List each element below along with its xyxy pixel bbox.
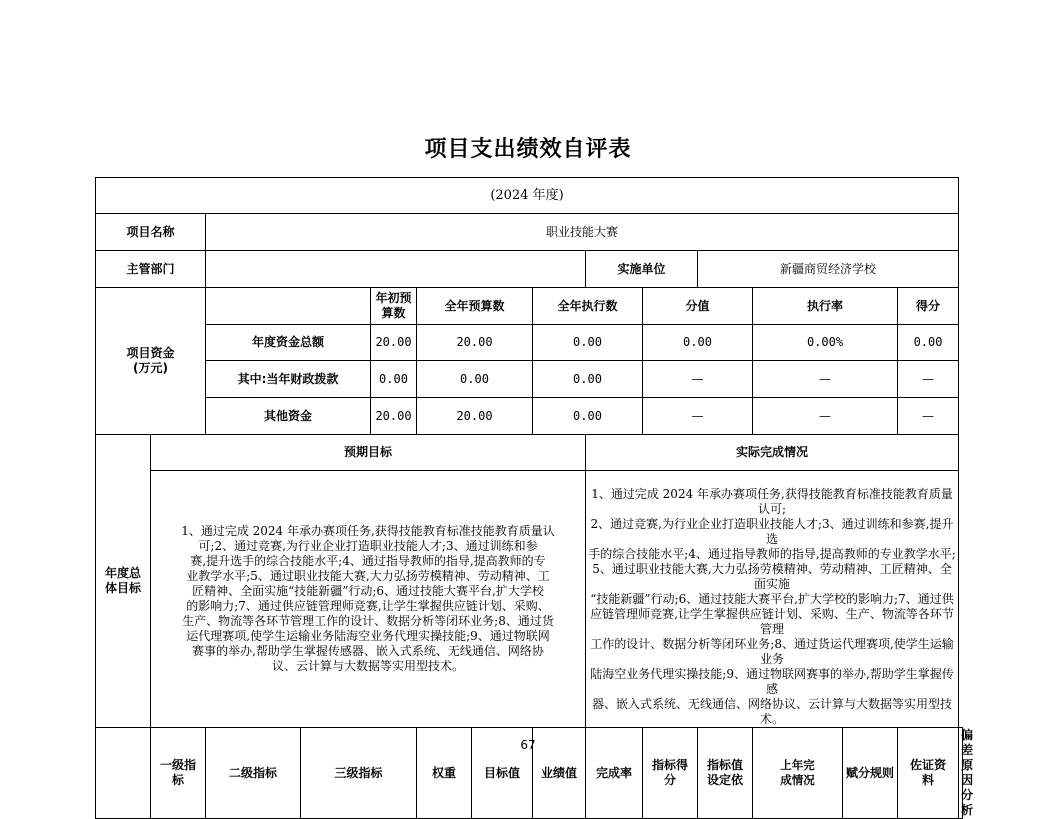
fund-row-exec-rate: — — [753, 361, 898, 398]
funds-label — [96, 288, 206, 435]
fund-row-executed: 0.00 — [533, 325, 643, 361]
actual-line: 5、通过职业技能大赛,大力弘扬劳模精神、劳动精神、工匠精神、全面实施 — [592, 562, 952, 591]
initial-budget-header — [371, 288, 417, 325]
fund-row-annual: 0.00 — [417, 361, 533, 398]
actual-line: 工作的设计、数据分析等闭环业务;8、通过货运代理赛项,使学生运输业务 — [590, 637, 954, 666]
project-name-value: 职业技能大赛 — [206, 214, 959, 251]
basis-line2: 设定依 — [706, 773, 743, 787]
expected-line: 业教学水平;5、通过职业技能大赛,大力弘扬劳模精神、劳动精神、工 — [186, 569, 550, 583]
expected-line: 赛事的举办,帮助学生掌握传感器、嵌入式系统、无线通信、网络协 — [192, 644, 544, 658]
performance-evaluation-table — [95, 177, 974, 819]
project-name-row — [96, 214, 963, 251]
weight-header: 权重 — [417, 728, 472, 819]
goals-label-line2: 体目标 — [104, 581, 141, 595]
funds-header-row — [96, 288, 963, 325]
basis-line1: 指标值 — [706, 758, 743, 772]
goals-header-row — [96, 435, 963, 471]
unit-value: 新疆商贸经济学校 — [698, 251, 959, 288]
fund-row-score-value: — — [643, 361, 753, 398]
deviation-line1: 偏差原 — [961, 728, 974, 772]
fund-row-name: 其中:当年财政拨款 — [206, 361, 371, 398]
actual-completion-text — [586, 471, 959, 728]
score-value-header: 分值 — [643, 288, 753, 325]
last-year-line1: 上年完 — [780, 758, 815, 772]
department-value — [206, 251, 586, 288]
funds-label-line2: (万元) — [133, 361, 168, 375]
department-label: 主管部门 — [96, 251, 206, 288]
actual-line: 手的综合技能水平;4、通过指导教师的指导,提高教师的专业教学水平; — [588, 547, 956, 561]
expected-line: 议、云计算与大数据等实用型技术。 — [271, 659, 464, 673]
goals-content-row — [96, 471, 963, 728]
fund-row-initial: 20.00 — [371, 398, 417, 435]
evidence-line1: 佐证资 — [910, 758, 947, 772]
page-number: 67 — [520, 738, 536, 752]
year-row — [96, 178, 963, 214]
expected-line: 1、通过完成 2024 年承办赛项任务,获得技能教育标准技能教育质量认 — [181, 524, 555, 538]
expected-line: 运代理赛项,使学生运输业务陆海空业务代理实操技能;9、通过物联网 — [186, 629, 550, 643]
fund-row-score-value: 0.00 — [643, 325, 753, 361]
fund-row-score-value: — — [643, 398, 753, 435]
fund-row-executed: 0.00 — [533, 398, 643, 435]
fund-row-annual: 20.00 — [417, 325, 533, 361]
fund-row-initial: 0.00 — [371, 361, 417, 398]
fund-row-initial: 20.00 — [371, 325, 417, 361]
expected-line: 匠精神、全面实施“技能新疆”行动;6、通过技能大赛平台,扩大学校 — [192, 584, 544, 598]
target-value-header: 目标值 — [472, 728, 533, 819]
funds-label-line1: 项目资金 — [126, 346, 175, 360]
goals-label-line1: 年度总 — [104, 566, 141, 580]
actual-value-header: 业绩值 — [533, 728, 586, 819]
page-title: 项目支出绩效自评表 — [424, 137, 632, 162]
fund-row-name: 年度资金总额 — [206, 325, 371, 361]
initial-budget-header-line1: 年初预 — [375, 291, 412, 305]
evidence-line2: 料 — [922, 773, 935, 787]
actual-line: 2、通过竞赛,为行业企业打造职业技能人才;3、通过训练和参赛,提升选 — [590, 517, 954, 546]
executed-header: 全年执行数 — [533, 288, 643, 325]
funds-row-fiscal — [96, 361, 963, 398]
expected-line: 的影响力;7、通过供应链管理师竞赛,让学生掌握供应链计划、采购、 — [186, 599, 550, 613]
expected-line: 可;2、通过竞赛,为行业企业打造职业技能人才;3、通过训练和参 — [198, 539, 538, 553]
score-header: 得分 — [898, 288, 959, 325]
fund-row-name: 其他资金 — [206, 398, 371, 435]
scoring-rules-header: 赋分规则 — [843, 728, 898, 819]
project-name-label: 项目名称 — [96, 214, 206, 251]
fund-row-exec-rate: — — [753, 398, 898, 435]
expected-goals-header: 预期目标 — [151, 435, 586, 471]
indicator-score-line2: 分 — [663, 773, 676, 787]
level1-header-line1: 一级指 — [159, 758, 196, 772]
unit-label: 实施单位 — [586, 251, 698, 288]
completion-rate-header: 完成率 — [586, 728, 643, 819]
actual-completion-header: 实际完成情况 — [586, 435, 959, 471]
exec-rate-header: 执行率 — [753, 288, 898, 325]
actual-line: 1、通过完成 2024 年承办赛项任务,获得技能教育标准技能教育质量认可; — [591, 487, 953, 516]
actual-line: 器、嵌入式系统、无线通信、网络协议、云计算与大数据等实用型技术。 — [592, 697, 953, 726]
fund-row-annual: 20.00 — [417, 398, 533, 435]
indicator-score-line1: 指标得 — [651, 758, 688, 772]
level2-indicator-header: 二级指标 — [206, 728, 301, 819]
expected-line: 生产、物流等各环节管理工作的设计、数据分析等闭环业务;8、通过货 — [182, 614, 554, 628]
annual-budget-header: 全年预算数 — [417, 288, 533, 325]
year-cell: (2024 年度) — [96, 178, 959, 214]
initial-budget-header-line2: 算数 — [381, 306, 406, 320]
expected-goals-text — [151, 471, 586, 728]
fund-row-score: — — [898, 398, 959, 435]
department-row — [96, 251, 963, 288]
funds-row-other — [96, 398, 963, 435]
deviation-line2: 因分析 — [961, 773, 974, 817]
fund-row-exec-rate: 0.00% — [753, 325, 898, 361]
expected-line: 赛,提升选手的综合技能水平;4、通过指导教师的指导,提高教师的专 — [190, 554, 546, 568]
fund-row-score: — — [898, 361, 959, 398]
actual-line: 陆海空业务代理实操技能;9、通过物联网赛事的举办,帮助学生掌握传感 — [590, 667, 954, 696]
funds-row-total — [96, 325, 963, 361]
funds-blank-header — [206, 288, 371, 325]
actual-line: 应链管理师竞赛,让学生掌握供应链计划、采购、生产、物流等各环节管理 — [590, 607, 954, 636]
fund-row-score: 0.00 — [898, 325, 959, 361]
last-year-line2: 成情况 — [780, 773, 815, 787]
level3-indicator-header: 三级指标 — [301, 728, 417, 819]
fund-row-executed: 0.00 — [533, 361, 643, 398]
actual-line: “技能新疆”行动;6、通过技能大赛平台,扩大学校的影响力;7、通过供 — [590, 592, 954, 606]
level1-header-line2: 标 — [171, 773, 184, 787]
goals-label — [96, 435, 151, 728]
